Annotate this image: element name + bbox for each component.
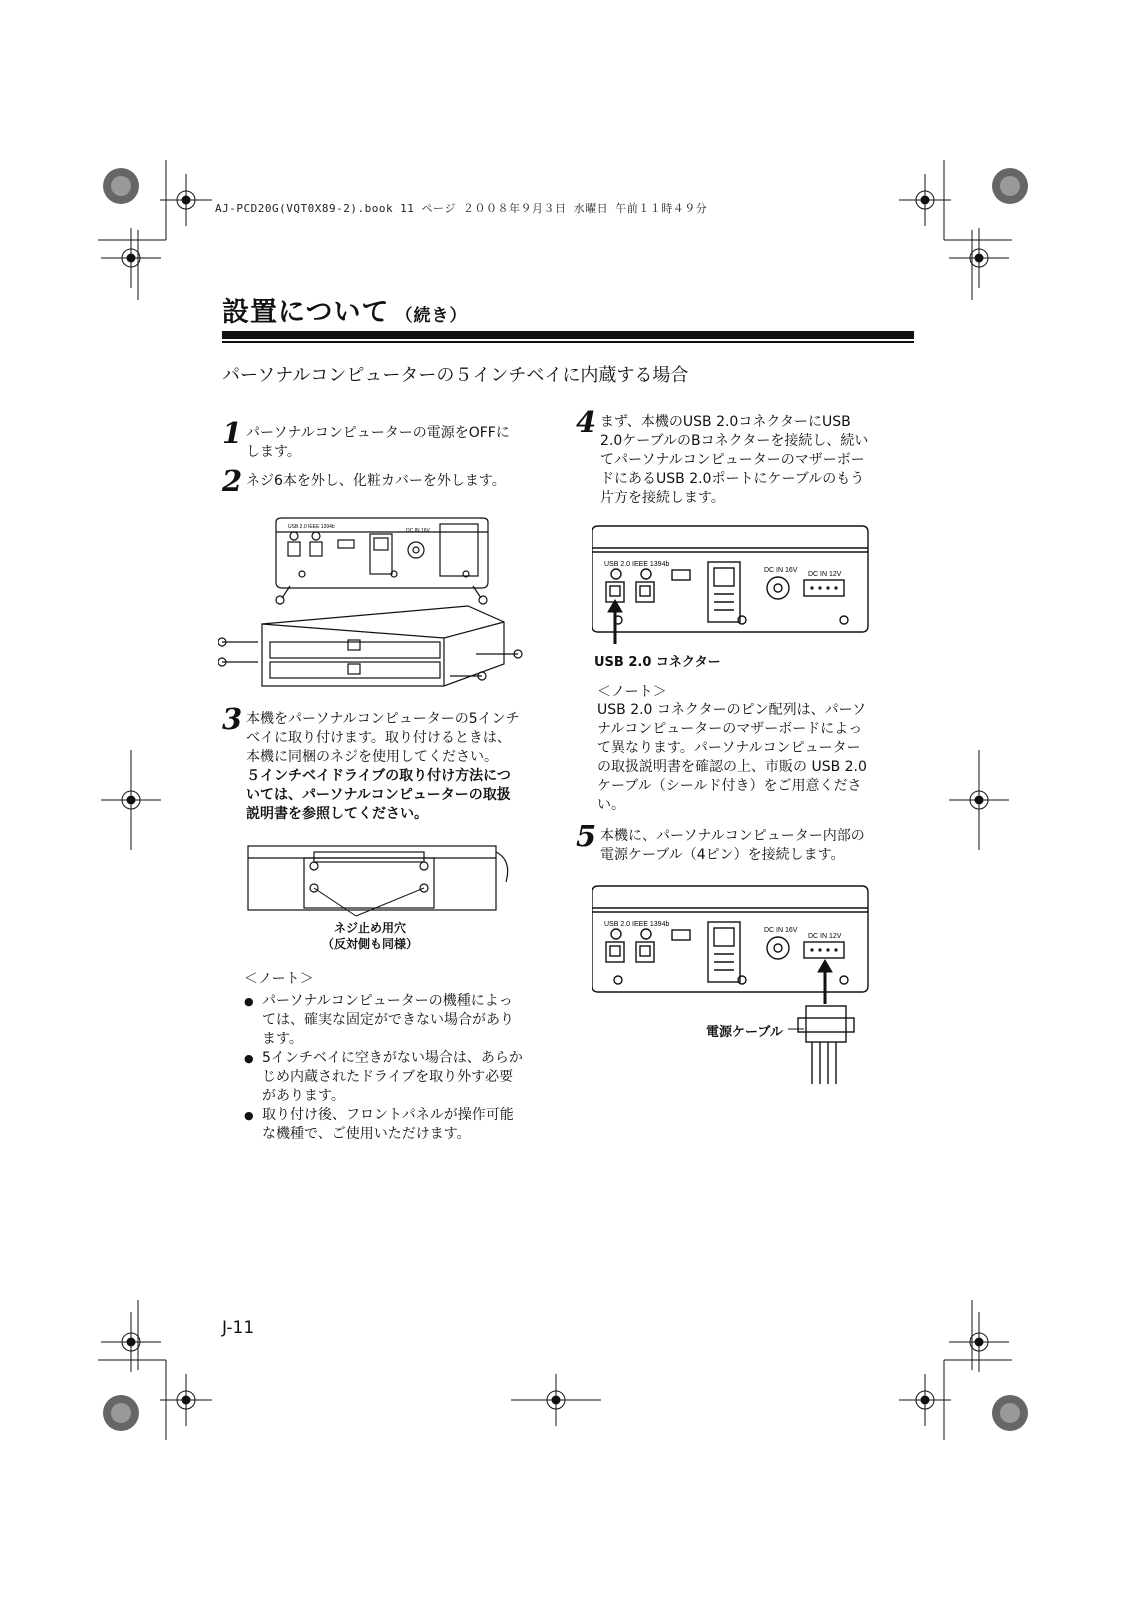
step-text: ネジ6本を外し、化粧カバーを外します。 [246, 473, 506, 489]
page-title [222, 290, 467, 329]
label-usb-connector: USB 2.0 コネクター [594, 655, 721, 670]
note-title: ＜ノート＞ [597, 684, 667, 700]
step-number: 3 [222, 702, 243, 736]
title-rule-thin [222, 341, 914, 343]
step-text: パーソナルコンピューターの電源をOFFに します。 [246, 425, 510, 460]
label-power-cable: 電源ケーブル [706, 1025, 783, 1040]
svg-text:USB 2.0 IEEE 1394b: USB 2.0 IEEE 1394b [288, 524, 335, 530]
note-right [597, 681, 907, 815]
section-heading: パーソナルコンピューターの５インチベイに内蔵する場合 [222, 365, 689, 386]
panel-dc16-label: DC IN 16V [764, 927, 798, 934]
note-body: USB 2.0 コネクターのピン配列は、パーソ ナルコンピューターのマザーボードによっ て異なります。パーソナルコンピューター の取扱説明書を確認の上、市販の USB 2.0 ケーブル（シールド付き）をご用意くださ い。 [597, 702, 867, 813]
note-list [244, 992, 544, 1144]
step-text: 本機をパーソナルコンピューターの5インチ ベイに取り付けます。取り付けるときは、 本機に同梱のネジを使用してください。 [246, 711, 520, 765]
panel-usb-label: USB 2.0 [604, 561, 631, 568]
figure-rear-panel-power [592, 882, 892, 1092]
figure-rear-panel-screws [268, 512, 498, 607]
header-file-info: AJ-PCD20G(VQT0X89-2).book 11 ページ ２００８年９月３日 水曜日 午前１１時４９分 [215, 202, 708, 215]
note-title: ＜ノート＞ [244, 971, 314, 987]
step-number: 1 [222, 416, 243, 450]
step-bold-text: ５インチベイドライブの取り付け方法につ いては、パーソナルコンピューターの取扱 説明書を参照してください。 [246, 768, 511, 822]
step-number: 2 [222, 464, 243, 498]
step-text: 本機に、パーソナルコンピューター内部の 電源ケーブル（4ピン）を接続します。 [600, 828, 865, 863]
note-item: ● パーソナルコンピューターの機種によっ ては、確実な固定ができない場合があり ます。 [244, 992, 544, 1049]
panel-ieee-label: IEEE 1394b [632, 561, 670, 568]
page-number: J-11 [222, 1318, 255, 1338]
panel-dc12-label: DC IN 12V [808, 933, 842, 940]
figure-front-cover-screws [218, 602, 538, 702]
panel-dc16-label: DC IN 16V [764, 567, 798, 574]
page-title-suffix: （続き） [395, 306, 468, 326]
svg-text:DC IN 16V: DC IN 16V [406, 528, 430, 534]
step-text: まず、本機のUSB 2.0コネクターにUSB 2.0ケーブルのBコネクターを接続し、続い てパーソナルコンピューターのマザーボー ドにあるUSB 2.0ポートにケーブルのもう 片方を接続します。 [600, 414, 869, 506]
figure-rear-panel-usb [592, 522, 892, 644]
panel-dc12-label: DC IN 12V [808, 571, 842, 578]
step-number: 5 [576, 819, 597, 853]
figure-side-screw-holes [244, 838, 514, 920]
title-rule [222, 331, 914, 339]
note-item: ● 取り付け後、フロントパネルが操作可能 な機種で、ご使用いただけます。 [244, 1106, 544, 1144]
page-title-main: 設置について [222, 297, 390, 328]
label-screw-hole: ネジ止め用穴 （反対側も同様） [321, 921, 418, 951]
panel-ieee-label: IEEE 1394b [632, 921, 670, 928]
note-left [244, 968, 544, 1144]
panel-usb-label: USB 2.0 [604, 921, 631, 928]
note-item: ● 5インチベイに空きがない場合は、あらか じめ内蔵されたドライブを取り外す必要 があります。 [244, 1049, 544, 1106]
step-number: 4 [576, 405, 597, 439]
